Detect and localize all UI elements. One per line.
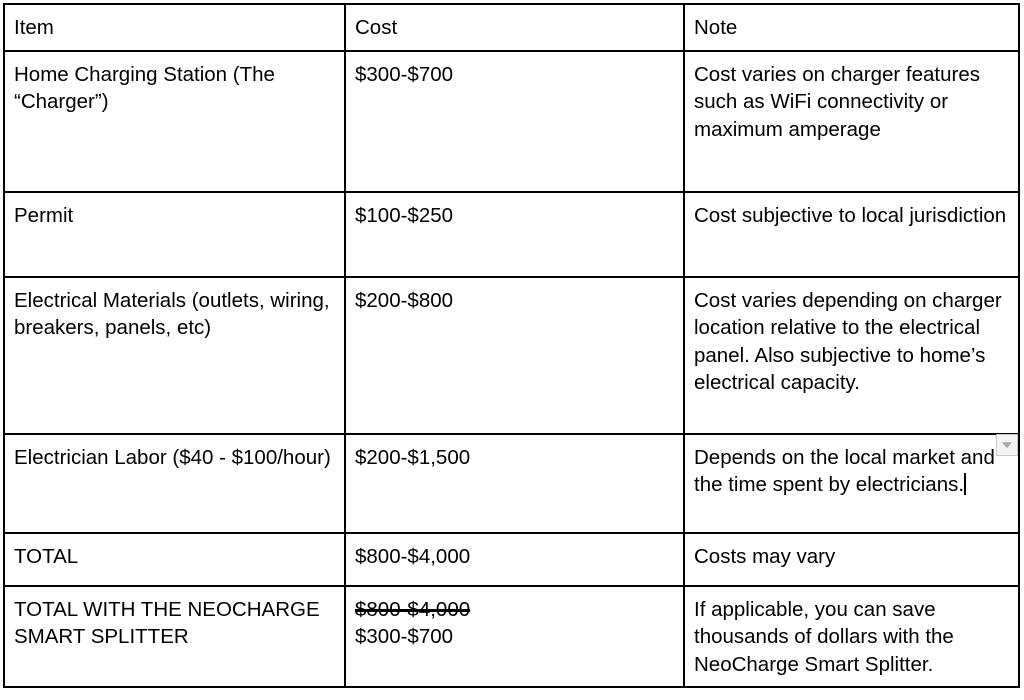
table-header: [4, 4, 1019, 51]
cell-cost: [345, 586, 684, 687]
cost-original-struck: $800-$4,000: [355, 598, 471, 621]
table-row: [4, 277, 1019, 434]
cell-item: TOTAL WITH THE NEOCHARGE SMART SPLITTER: [4, 586, 345, 687]
table-row: [4, 434, 1019, 533]
cell-cost: $100-$250: [345, 192, 684, 277]
column-header-item: Item: [4, 4, 345, 51]
cell-note: Costs may vary: [684, 533, 1019, 586]
chevron-down-icon: [1002, 442, 1012, 448]
cell-note-editable[interactable]: [684, 434, 1019, 533]
text-caret: [964, 473, 966, 495]
cell-item: Home Charging Station (The “Charger”): [4, 51, 345, 192]
table-body: [4, 51, 1019, 687]
cell-note: Cost varies on charger features such as WiFi connectivity or maximum amperage: [684, 51, 1019, 192]
cell-cost: $200-$800: [345, 277, 684, 434]
ev-charger-cost-table: [3, 3, 1020, 688]
cell-item: Electrical Materials (outlets, wiring, breakers, panels, etc): [4, 277, 345, 434]
cell-note: Cost varies depending on charger location relative to the electrical panel. Also subjective to home’s electrical capacity.: [684, 277, 1019, 434]
cost-discounted: $300-$700: [355, 625, 454, 649]
table-header-row: [4, 4, 1019, 51]
cell-note-text: Depends on the local market and the time spent by electricians.: [694, 446, 995, 497]
cell-cost: $800-$4,000: [345, 533, 684, 586]
column-header-cost: Cost: [345, 4, 684, 51]
cell-cost: $200-$1,500: [345, 434, 684, 533]
table-row: [4, 586, 1019, 687]
cell-item: Electrician Labor ($40 - $100/hour): [4, 434, 345, 533]
cell-item: Permit: [4, 192, 345, 277]
table-row: [4, 192, 1019, 277]
table-row: [4, 533, 1019, 586]
cell-cost: $300-$700: [345, 51, 684, 192]
cell-note: If applicable, you can save thousands of dollars with the NeoCharge Smart Splitter.: [684, 586, 1019, 687]
cell-note: Cost subjective to local jurisdiction: [684, 192, 1019, 277]
cell-item: TOTAL: [4, 533, 345, 586]
scrollbar-down-button[interactable]: [996, 434, 1018, 456]
column-header-note: Note: [684, 4, 1019, 51]
table-row: [4, 51, 1019, 192]
